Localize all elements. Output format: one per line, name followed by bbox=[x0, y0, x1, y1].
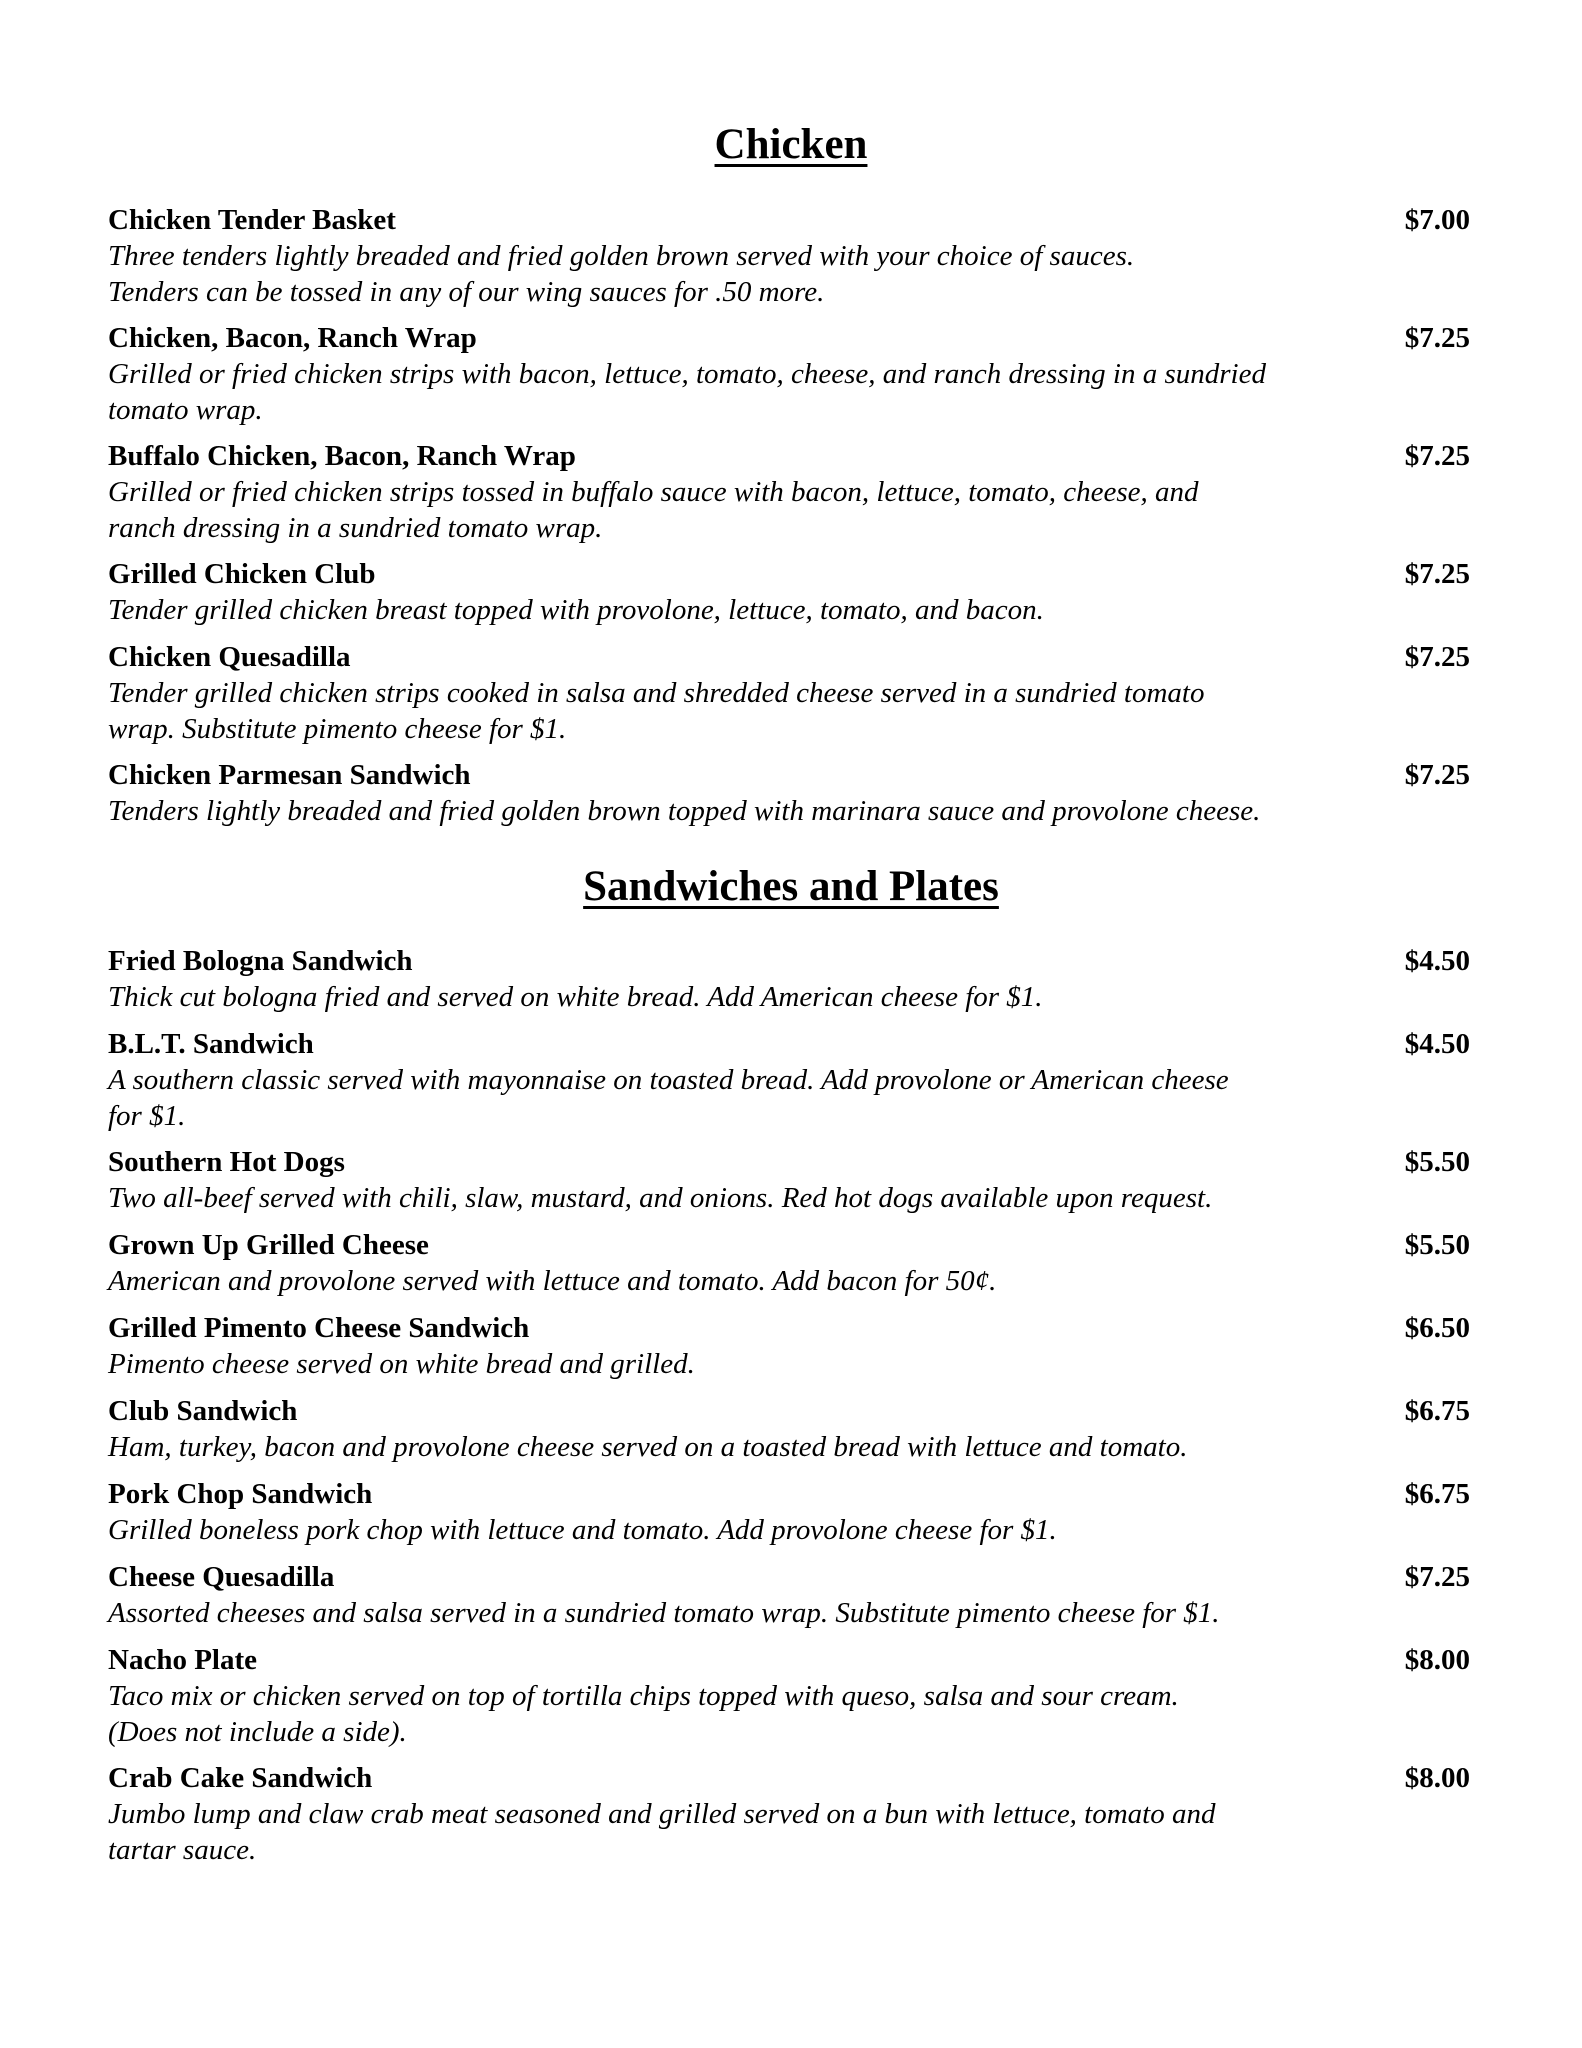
item-description bbox=[108, 979, 1378, 1015]
item-description-line: tartar sauce. bbox=[108, 1834, 257, 1866]
item-description bbox=[108, 675, 1378, 747]
item-description bbox=[108, 1429, 1378, 1465]
item-price: $7.25 bbox=[1404, 759, 1470, 791]
menu-item-pork-chop-sandwich bbox=[108, 1476, 1470, 1548]
item-description-line: Two all-beef served with chili, slaw, mustard, and onions. Red hot dogs available upon request. bbox=[108, 1182, 1213, 1214]
item-description-line: Three tenders lightly breaded and fried golden brown served with your choice of sauces. bbox=[108, 240, 1135, 272]
item-name: B.L.T. Sandwich bbox=[108, 1028, 314, 1060]
item-description-line: American and provolone served with lettuce and tomato. Add bacon for 50¢. bbox=[108, 1265, 997, 1297]
item-description-line: Grilled or fried chicken strips with bacon, lettuce, tomato, cheese, and ranch dressing in a sundried bbox=[108, 358, 1266, 390]
item-description-line: Tenders lightly breaded and fried golden brown topped with marinara sauce and provolone cheese. bbox=[108, 795, 1261, 827]
item-description-line: Tender grilled chicken breast topped with provolone, lettuce, tomato, and bacon. bbox=[108, 594, 1044, 626]
item-price: $5.50 bbox=[1404, 1146, 1470, 1178]
item-name: Pork Chop Sandwich bbox=[108, 1478, 373, 1510]
item-description-line: Tenders can be tossed in any of our wing sauces for .50 more. bbox=[108, 276, 825, 308]
item-name: Southern Hot Dogs bbox=[108, 1146, 345, 1178]
item-price: $7.25 bbox=[1404, 440, 1470, 472]
item-description-line: Thick cut bologna fried and served on white bread. Add American cheese for $1. bbox=[108, 981, 1043, 1013]
item-description-line: wrap. Substitute pimento cheese for $1. bbox=[108, 713, 567, 745]
item-name: Fried Bologna Sandwich bbox=[108, 945, 413, 977]
item-description bbox=[108, 1062, 1378, 1134]
menu-item-nacho-plate bbox=[108, 1642, 1470, 1750]
menu-item-grilled-chicken-club bbox=[108, 556, 1470, 628]
item-price: $5.50 bbox=[1404, 1229, 1470, 1261]
item-name: Grilled Pimento Cheese Sandwich bbox=[108, 1312, 530, 1344]
item-description bbox=[108, 474, 1378, 546]
item-name: Chicken Tender Basket bbox=[108, 204, 396, 236]
item-name: Buffalo Chicken, Bacon, Ranch Wrap bbox=[108, 440, 576, 472]
item-price: $7.25 bbox=[1404, 558, 1470, 590]
item-price: $4.50 bbox=[1404, 945, 1470, 977]
item-description-line: A southern classic served with mayonnaise on toasted bread. Add provolone or American cheese bbox=[108, 1064, 1229, 1096]
item-description bbox=[108, 356, 1378, 428]
item-description-line: (Does not include a side). bbox=[108, 1716, 407, 1748]
item-price: $7.25 bbox=[1404, 322, 1470, 354]
item-description bbox=[108, 1595, 1378, 1631]
item-price: $7.25 bbox=[1404, 641, 1470, 673]
menu-item-chicken-quesadilla bbox=[108, 639, 1470, 747]
menu-item-crab-cake-sandwich bbox=[108, 1760, 1470, 1868]
item-description-line: Grilled or fried chicken strips tossed in buffalo sauce with bacon, lettuce, tomato, cheese, and bbox=[108, 476, 1199, 508]
item-name: Cheese Quesadilla bbox=[108, 1561, 335, 1593]
item-description-line: Jumbo lump and claw crab meat seasoned and grilled served on a bun with lettuce, tomato and bbox=[108, 1798, 1216, 1830]
item-description bbox=[108, 1678, 1378, 1750]
item-description-line: Assorted cheeses and salsa served in a sundried tomato wrap. Substitute pimento cheese for $1. bbox=[108, 1597, 1220, 1629]
item-price: $7.00 bbox=[1404, 204, 1470, 236]
section-title-chicken: Chicken bbox=[714, 121, 868, 168]
item-description bbox=[108, 1346, 1378, 1382]
item-price: $4.50 bbox=[1404, 1028, 1470, 1060]
item-description-line: Grilled boneless pork chop with lettuce and tomato. Add provolone cheese for $1. bbox=[108, 1514, 1057, 1546]
item-name: Chicken Quesadilla bbox=[108, 641, 351, 673]
menu-item-grown-up-grilled-cheese bbox=[108, 1227, 1470, 1299]
item-name: Crab Cake Sandwich bbox=[108, 1762, 373, 1794]
item-name: Grilled Chicken Club bbox=[108, 558, 376, 590]
menu-item-grilled-pimento-cheese-sandwich bbox=[108, 1310, 1470, 1382]
menu-item-chicken-bacon-ranch-wrap bbox=[108, 320, 1470, 428]
item-description-line: Taco mix or chicken served on top of tortilla chips topped with queso, salsa and sour cream. bbox=[108, 1680, 1179, 1712]
menu-item-club-sandwich bbox=[108, 1393, 1470, 1465]
menu-item-southern-hot-dogs bbox=[108, 1144, 1470, 1216]
menu-item-buffalo-chicken-bacon-ranch-wrap bbox=[108, 438, 1470, 546]
item-description bbox=[108, 1796, 1378, 1868]
item-price: $6.75 bbox=[1404, 1478, 1470, 1510]
item-description bbox=[108, 1180, 1378, 1216]
item-name: Chicken, Bacon, Ranch Wrap bbox=[108, 322, 477, 354]
menu-item-fried-bologna-sandwich bbox=[108, 943, 1470, 1015]
item-price: $8.00 bbox=[1404, 1644, 1470, 1676]
item-price: $6.50 bbox=[1404, 1312, 1470, 1344]
item-name: Grown Up Grilled Cheese bbox=[108, 1229, 429, 1261]
item-name: Chicken Parmesan Sandwich bbox=[108, 759, 471, 791]
item-description bbox=[108, 793, 1378, 829]
menu-item-chicken-parmesan-sandwich bbox=[108, 757, 1470, 829]
item-name: Club Sandwich bbox=[108, 1395, 298, 1427]
item-description-line: Tender grilled chicken strips cooked in salsa and shredded cheese served in a sundried tomato bbox=[108, 677, 1205, 709]
item-description bbox=[108, 1263, 1378, 1299]
item-description bbox=[108, 592, 1378, 628]
item-description-line: Ham, turkey, bacon and provolone cheese served on a toasted bread with lettuce and tomato. bbox=[108, 1431, 1188, 1463]
item-description bbox=[108, 238, 1378, 310]
section-title-sandwiches-and-plates: Sandwiches and Plates bbox=[583, 863, 999, 910]
item-price: $6.75 bbox=[1404, 1395, 1470, 1427]
item-description-line: tomato wrap. bbox=[108, 394, 263, 426]
item-description bbox=[108, 1512, 1378, 1548]
item-description-line: for $1. bbox=[108, 1100, 186, 1132]
item-description-line: ranch dressing in a sundried tomato wrap. bbox=[108, 512, 603, 544]
item-description-line: Pimento cheese served on white bread and grilled. bbox=[108, 1348, 695, 1380]
item-price: $7.25 bbox=[1404, 1561, 1470, 1593]
item-price: $8.00 bbox=[1404, 1762, 1470, 1794]
menu-item-blt-sandwich bbox=[108, 1026, 1470, 1134]
menu-item-chicken-tender-basket bbox=[108, 202, 1470, 310]
menu-item-cheese-quesadilla bbox=[108, 1559, 1470, 1631]
item-name: Nacho Plate bbox=[108, 1644, 257, 1676]
